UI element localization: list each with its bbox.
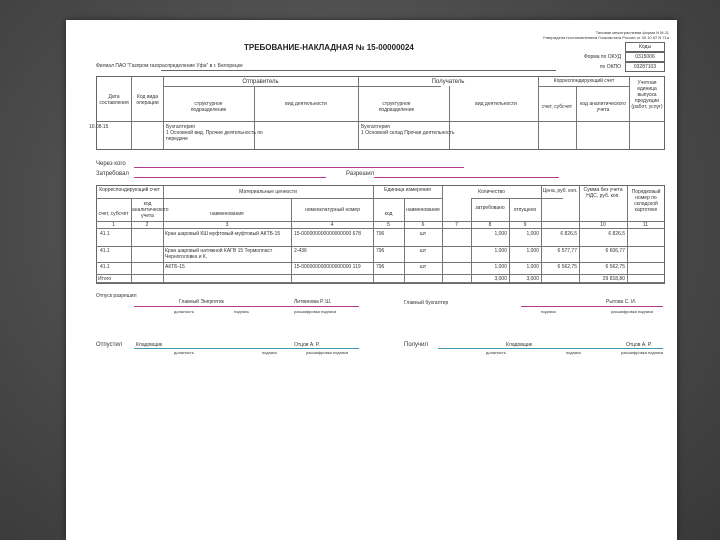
okud-value: 0315006 <box>635 54 655 60</box>
col-code: код <box>384 211 393 217</box>
row-requested: 1,000 <box>494 248 507 254</box>
release-name: Литвинова Р. Ш. <box>294 299 332 305</box>
date-value: 10.08.15 <box>89 124 109 130</box>
received-position-caption: должность <box>486 350 506 355</box>
sender-activity-header: вид деятельности <box>285 101 327 107</box>
chief-accountant-name: Рытова С. И. <box>606 299 637 305</box>
okpo-label: по ОКПО <box>599 64 621 70</box>
row-released: 1,000 <box>526 231 539 237</box>
col-quantity: Количество <box>478 189 505 195</box>
document-sheet <box>66 20 677 540</box>
through-label: Через кого <box>96 161 126 167</box>
form-note-line-1: Типовая межотраслевая форма N М-11 <box>595 30 669 35</box>
col-analytic: код аналитического учета <box>132 201 169 219</box>
total-label: Итого <box>98 276 112 282</box>
received-sign-caption: подпись <box>566 350 582 355</box>
released-position: Кладовщик <box>136 342 163 348</box>
col-requested: затребовано <box>475 205 505 211</box>
col-number: 4 <box>330 222 334 228</box>
row-price: 6 577,77 <box>557 248 577 254</box>
row-item-no: 15-000000000000000000 119 <box>294 264 361 270</box>
received-label: Получил <box>404 342 428 348</box>
receiver-unit-value: Бухгалтерия <box>361 124 390 130</box>
unit-header: Учетная единица выпуска продукции (работ, услуг) <box>631 80 663 110</box>
row-code: 796 <box>376 264 385 270</box>
released-label: Отпустил <box>96 342 123 348</box>
total-released: 3,000 <box>526 276 539 282</box>
released-decode-caption: расшифровка подписи <box>306 350 349 355</box>
row-code: 796 <box>376 231 385 237</box>
document-title: ТРЕБОВАНИЕ-НАКЛАДНАЯ № 15-00000024 <box>244 43 414 52</box>
total-requested: 3,000 <box>494 276 507 282</box>
row-unit: шт <box>419 248 427 254</box>
date-header: Дата составления <box>99 94 129 106</box>
row-name: Кран шаровый натяжной КАГВ 15 Термопласт Черноголовка и К. <box>165 248 273 260</box>
released-name: Отцов А. Р. <box>294 342 320 348</box>
row-released: 1,000 <box>526 264 539 270</box>
col-number: 10 <box>600 222 606 228</box>
col-material: Материальные ценности <box>239 189 297 195</box>
release-allowed-label: Отпуск разрешил <box>96 293 137 299</box>
row-price: 6 562,75 <box>557 264 577 270</box>
row-sum: 6 606,77 <box>605 248 625 254</box>
received-decode-caption: расшифровка подписи <box>621 350 664 355</box>
row-item-no: 2-436 <box>294 248 307 254</box>
row-name: Кран шаровый КШ муфтовый-муфтовый АКТБ-15 <box>165 231 281 237</box>
account-header: счет, субсчет <box>542 104 572 110</box>
chief-decode-caption: расшифровка подписи <box>611 309 654 314</box>
released-sign-caption: подпись <box>262 350 278 355</box>
col-price: Цена, руб. коп. <box>542 188 578 194</box>
receiver-activity-header: вид деятельности <box>475 101 517 107</box>
row-unit: шт <box>419 231 427 237</box>
row-sum: 6 562,75 <box>605 264 625 270</box>
receiver-activity-value: 1 Основной склад Прочая деятельность <box>361 130 455 136</box>
chief-accountant-label: Главный бухгалтер <box>404 300 449 306</box>
chief-sign-caption: подпись <box>541 309 557 314</box>
received-name: Отцов А. Р. <box>626 342 652 348</box>
analytic-header: код аналитического учета <box>580 101 626 113</box>
op-code-header: Код вида операции <box>136 94 159 106</box>
col-number: 1 <box>112 222 115 228</box>
col-account: счет, субсчет <box>98 211 129 217</box>
col-number: 11 <box>642 222 649 228</box>
col-unit: Единица измерения <box>384 187 431 193</box>
row-account: 41.1 <box>100 248 110 254</box>
row-sum: 6 826,5 <box>608 231 625 237</box>
col-number: 9 <box>523 222 527 228</box>
requested-label: Затребовал <box>96 171 129 177</box>
col-unit-name: наименование <box>406 207 440 213</box>
codes-header: Коды <box>638 44 652 50</box>
released-position-caption: должность <box>174 350 194 355</box>
col-sum: Сумма без учета НДС, руб. коп. <box>583 187 623 199</box>
col-card: Порядковый номер по складской картотеке <box>631 189 661 213</box>
row-item-no: 15-000000000000000000 678 <box>294 231 362 237</box>
okpo-value: 03287103 <box>633 64 657 70</box>
release-position-caption: должность <box>174 309 194 314</box>
row-code: 796 <box>376 248 385 254</box>
col-released: отпущено <box>513 207 537 213</box>
okud-label: Форма по ОКУД <box>583 54 621 60</box>
col-number: 3 <box>225 222 229 228</box>
row-released: 1,000 <box>526 248 539 254</box>
row-account: 41.1 <box>100 231 110 237</box>
received-position: Кладовщик <box>506 342 533 348</box>
row-requested: 1,000 <box>494 231 507 237</box>
col-name: наименование <box>210 211 244 217</box>
row-price: 6 826,5 <box>560 231 577 237</box>
form-note-line-2: Утверждена постановлением Госкомстата России от 30.10.97 N 71а <box>542 35 669 40</box>
col-number: 2 <box>145 222 149 228</box>
col-number: 5 <box>387 222 390 228</box>
release-position: Главный Энергетик <box>179 299 224 305</box>
release-decode-caption: расшифровка подписи <box>294 309 337 314</box>
row-account: 41.1 <box>100 264 110 270</box>
allowed-label: Разрешил <box>346 171 375 177</box>
row-unit: шт <box>419 264 427 270</box>
organization-line: Филиал ПАО "Газпром газораспределение Уфа" в г. Белорецке <box>96 63 243 69</box>
col-number: 6 <box>421 222 425 228</box>
release-sign-caption: подпись <box>234 309 250 314</box>
col-corr-account: Корреспондирующий счет <box>99 187 160 193</box>
sender-struct-unit-header: структурное подразделение <box>190 101 227 113</box>
sender-unit-value: Бухгалтерия <box>166 124 195 130</box>
col-number: 8 <box>488 222 492 228</box>
sender-header: Отправитель <box>242 79 279 85</box>
receiver-struct-unit-header: структурное подразделение <box>378 101 415 113</box>
corr-account-header: Корреспондирующий счет <box>553 78 615 84</box>
col-number: 7 <box>455 222 458 228</box>
total-sum: 29 818,80 <box>602 276 625 282</box>
row-requested: 1,000 <box>494 264 507 270</box>
row-name: АКТБ-15 <box>165 264 185 270</box>
receiver-header: Получатель <box>431 79 465 85</box>
sender-activity-value: 1 Основной вид. Прочие деятельность по передаче <box>166 130 263 142</box>
col-item-no: номенклатурный номер <box>304 207 360 213</box>
